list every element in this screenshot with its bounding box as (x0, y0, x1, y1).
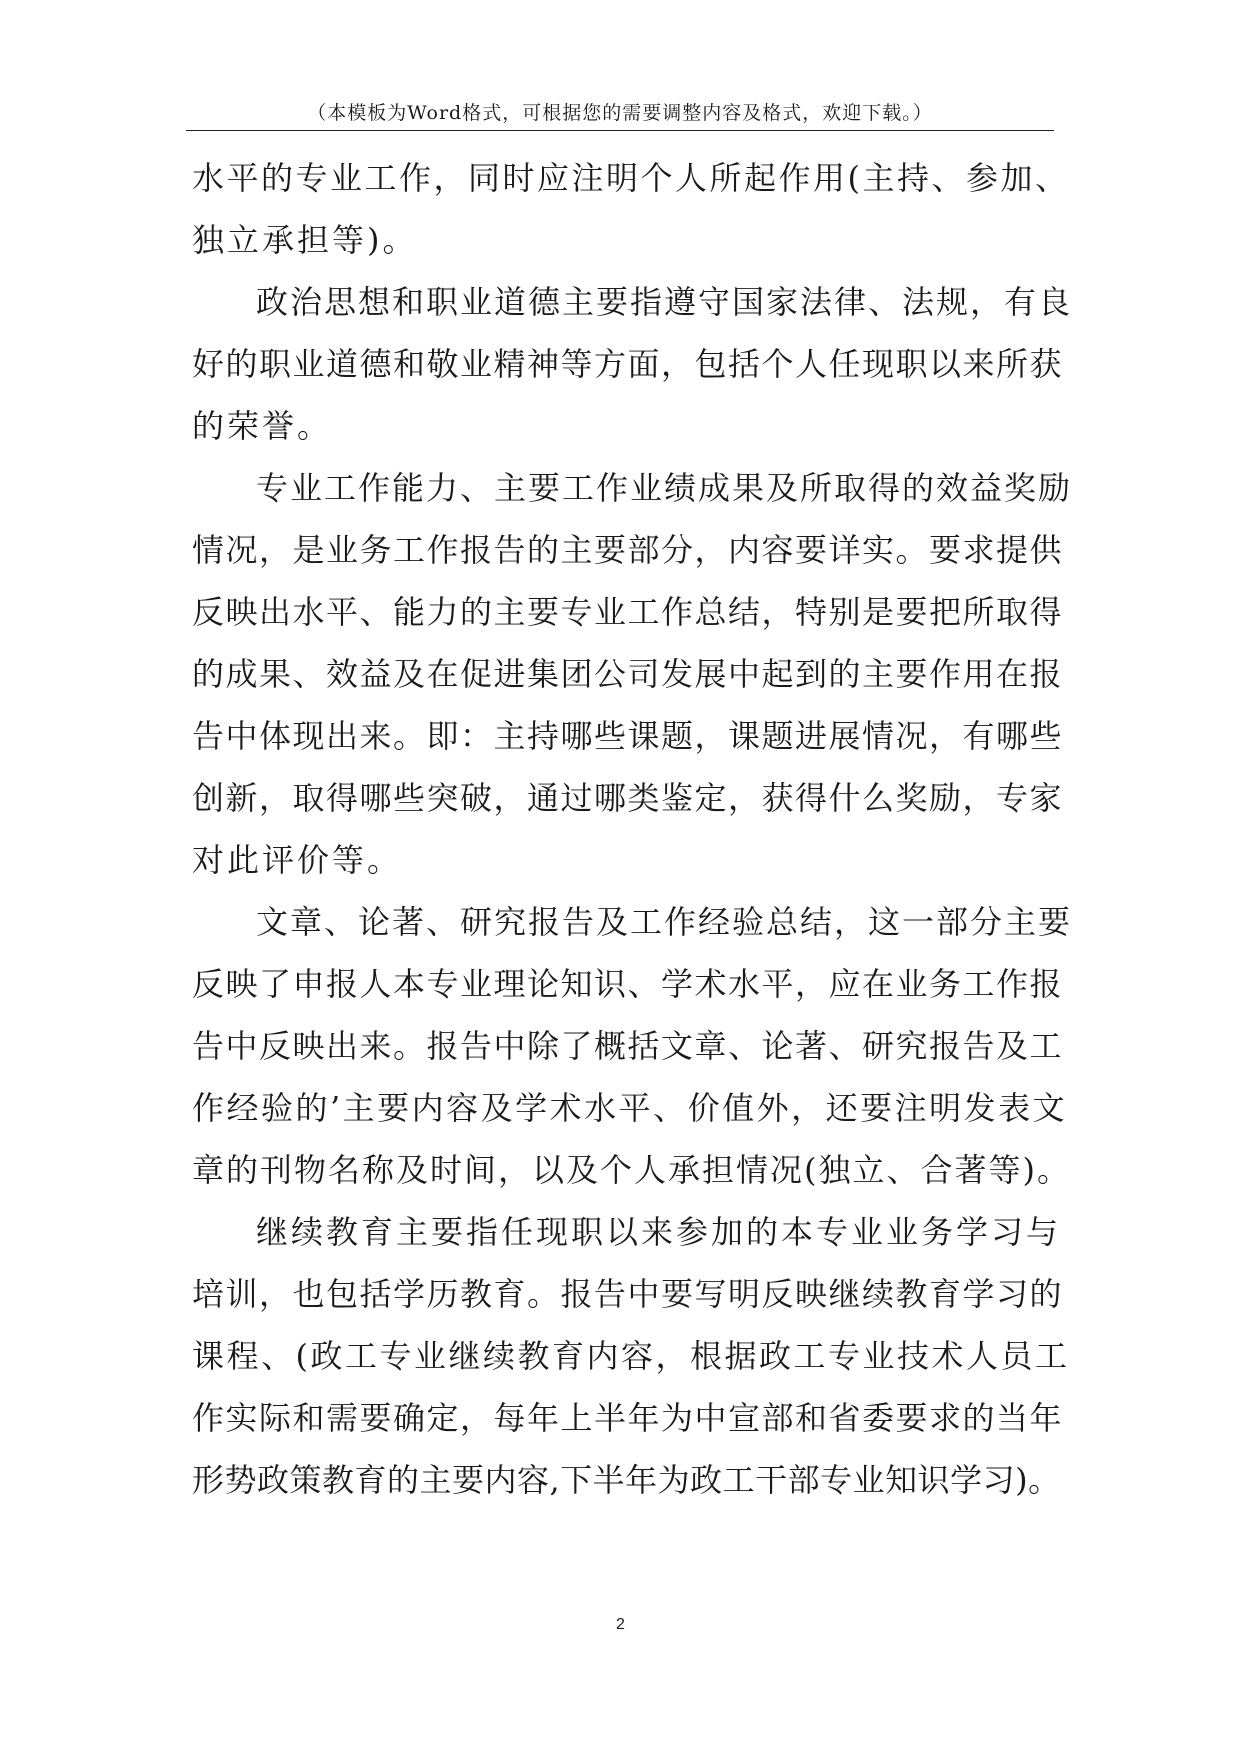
paragraph-line: 水平的专业工作，同时应注明个人所起作用(主持、参加、 (192, 159, 1070, 197)
paragraph-line: 反映出水平、能力的主要专业工作总结，特别是要把所取得 (192, 593, 1064, 631)
paragraph-line: 对此评价等。 (192, 841, 403, 879)
paragraph-line: 反映了申报人本专业理论知识、学术水平，应在业务工作报 (192, 965, 1064, 1003)
header-divider (186, 130, 1054, 131)
paragraph-line: 的成果、效益及在促进集团公司发展中起到的主要作用在报 (192, 655, 1064, 693)
document-body (192, 147, 1072, 1511)
paragraph-line: 情况，是业务工作报告的主要部分，内容要详实。要求提供 (192, 531, 1064, 569)
paragraph-line: 作经验的’主要内容及学术水平、价值外，还要注明发表文 (192, 1089, 1068, 1127)
paragraph-line: 培训，也包括学历教育。报告中要写明反映继续教育学习的 (192, 1275, 1064, 1313)
paragraph-line: 章的刊物名称及时间，以及个人承担情况(独立、合著等)。 (192, 1151, 1071, 1189)
paragraph-line: 创新，取得哪些突破，通过哪类鉴定，获得什么奖励，专家 (192, 779, 1064, 817)
paragraph-first-line: 文章、论著、研究报告及工作经验总结，这一部分主要 (256, 903, 1073, 941)
paragraph-line: 告中反映出来。报告中除了概括文章、论著、研究报告及工 (192, 1027, 1064, 1065)
paragraph-line: 好的职业道德和敬业精神等方面，包括个人任现职以来所获 (192, 345, 1064, 383)
paragraph-line: 的荣誉。 (192, 407, 333, 445)
paragraph-line: 课程、(政工专业继续教育内容，根据政工专业技术人员工 (192, 1337, 1070, 1375)
paragraph-line: 告中体现出来。即：主持哪些课题，课题进展情况，有哪些 (192, 717, 1064, 755)
paragraph-line: 形势政策教育的主要内容,下半年为政工干部专业知识学习)。 (192, 1461, 1061, 1499)
page-header: （本模板为Word格式，可根据您的需要调整内容及格式，欢迎下载。） (307, 102, 933, 124)
page-number: 2 (616, 1616, 625, 1633)
paragraph-first-line: 政治思想和职业道德主要指遵守国家法律、法规，有良 (256, 283, 1073, 321)
paragraph-line: 独立承担等)。 (192, 221, 418, 259)
paragraph-line: 作实际和需要确定，每年上半年为中宣部和省委要求的当年 (192, 1399, 1064, 1437)
paragraph-first-line: 继续教育主要指任现职以来参加的本专业业务学习与 (256, 1213, 1062, 1251)
paragraph-first-line: 专业工作能力、主要工作业绩成果及所取得的效益奖励 (256, 469, 1073, 507)
